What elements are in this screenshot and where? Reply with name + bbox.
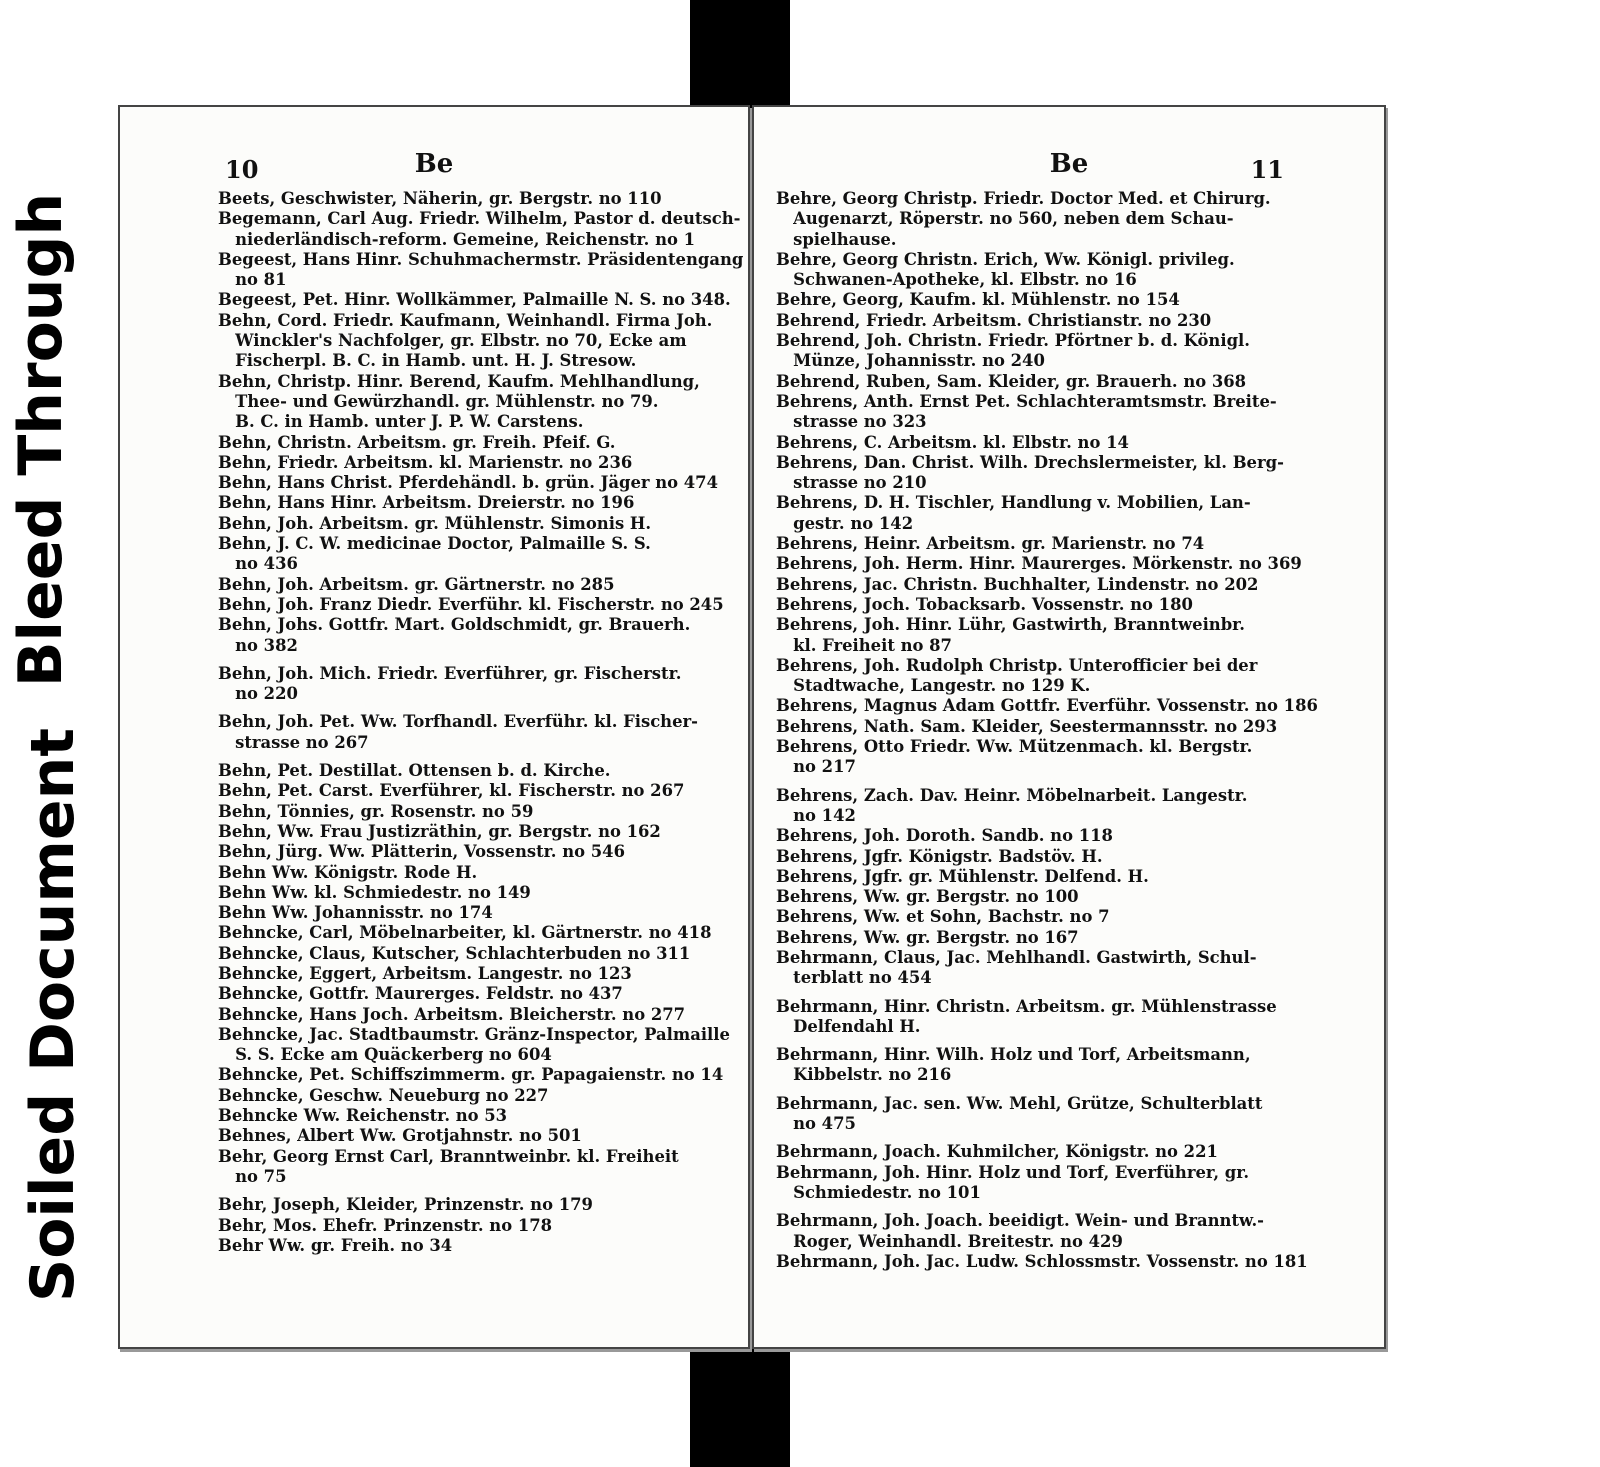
directory-entry-line: Behrens, D. H. Tischler, Handlung v. Mobilien, Lan- [776,493,1251,513]
directory-entry-line: Behrmann, Jac. sen. Ww. Mehl, Grütze, Schulterblatt [776,1093,1263,1113]
directory-entry-line: no 142 [776,805,856,825]
directory-entry-line: Behn, Pet. Destillat. Ottensen b. d. Kirche. [218,761,611,781]
directory-entry-line: Behrmann, Hinr. Wilh. Holz und Torf, Arbeitsmann, [776,1045,1251,1065]
directory-entry-line: Behrens, Nath. Sam. Kleider, Seestermannsstr. no 293 [776,716,1278,736]
directory-entry-line: Behn, Christp. Hinr. Berend, Kaufm. Mehlhandlung, [218,371,700,391]
directory-entry-line: Behrmann, Hinr. Christn. Arbeitsm. gr. Mühlenstrasse [776,996,1277,1016]
directory-entry-line: Behn, Hans Christ. Pferdehändl. b. grün. Jäger no 474 [218,473,718,493]
directory-entry-line: Fischerpl. B. C. in Hamb. unt. H. J. Stresow. [218,351,637,371]
binding-spine-bottom [690,1338,790,1467]
directory-entry-line: Behr, Georg Ernst Carl, Branntweinbr. kl. Freiheit [218,1146,679,1166]
directory-entry-line: Behr Ww. gr. Freih. no 34 [218,1235,453,1255]
directory-entry-line: Schmiedestr. no 101 [776,1182,981,1202]
directory-entry-line: no 382 [218,635,298,655]
directory-entry-line: Behrens, Magnus Adam Gottfr. Everführ. Vossenstr. no 186 [776,696,1318,716]
directory-entry-line: Behn, Joh. Arbeitsm. gr. Mühlenstr. Simonis H. [218,513,652,533]
directory-entry-line: Behrmann, Joh. Jac. Ludw. Schlossmstr. Vossenstr. no 181 [776,1251,1308,1271]
directory-entry-line: Schwanen-Apotheke, kl. Elbstr. no 16 [776,270,1137,290]
directory-entry-line: Behr, Joseph, Kleider, Prinzenstr. no 179 [218,1195,593,1215]
directory-entry-line: Behn, Pet. Carst. Everführer, kl. Fischerstr. no 267 [218,781,685,801]
directory-entry-line: Behn Ww. Johannisstr. no 174 [218,903,493,923]
directory-entry-line: Behn, Friedr. Arbeitsm. kl. Marienstr. no 236 [218,452,633,472]
directory-entry-line: Behr, Mos. Ehefr. Prinzenstr. no 178 [218,1215,553,1235]
directory-entry-line: Begemann, Carl Aug. Friedr. Wilhelm, Pastor d. deutsch- [218,209,741,229]
directory-entry-line: Behn, Jürg. Ww. Plätterin, Vossenstr. no 546 [218,842,625,862]
directory-entry-line: Behrens, Joh. Hinr. Lühr, Gastwirth, Branntweinbr. [776,615,1246,635]
directory-entry-line: Behncke, Geschw. Neueburg no 227 [218,1085,549,1105]
left-page-header [120,149,748,185]
page-number: 11 [1250,155,1284,184]
directory-entry-line: Behrend, Friedr. Arbeitsm. Christianstr. no 230 [776,310,1212,330]
directory-entry-line: Behrens, Otto Friedr. Ww. Mützenmach. kl. Bergstr. [776,737,1253,757]
directory-entry-line: Behnes, Albert Ww. Grotjahnstr. no 501 [218,1126,582,1146]
directory-entry-line: Roger, Weinhandl. Breitestr. no 429 [776,1231,1123,1251]
directory-entry-line: Behrens, Zach. Dav. Heinr. Möbelnarbeit. Langestr. [776,785,1248,805]
directory-entry-line: no 475 [776,1114,856,1134]
directory-entry-line: Behrens, Heinr. Arbeitsm. gr. Marienstr. no 74 [776,534,1205,554]
directory-entry-line: Begeest, Hans Hinr. Schuhmachermstr. Präsidentengang [218,249,744,269]
directory-entry-line: Beets, Geschwister, Näherin, gr. Bergstr. no 110 [218,189,662,208]
directory-entry-line: Behrens, Dan. Christ. Wilh. Drechslermeister, kl. Berg- [776,452,1284,472]
directory-entry-line: Behrens, C. Arbeitsm. kl. Elbstr. no 14 [776,432,1129,452]
directory-entry-line: Behn, Joh. Franz Diedr. Everführ. kl. Fischerstr. no 245 [218,594,724,614]
binding-spine-top [690,0,790,115]
directory-entry-line: B. C. in Hamb. unter J. P. W. Carstens. [218,412,584,432]
directory-entry-line: Behn, Joh. Arbeitsm. gr. Gärtnerstr. no 285 [218,574,615,594]
directory-entry-line: Behn Ww. kl. Schmiedestr. no 149 [218,882,531,902]
soiled-document-label: Soiled Document [8,750,98,1280]
directory-entry-line: Behncke, Pet. Schiffszimmerm. gr. Papagaienstr. no 14 [218,1065,724,1085]
right-page-header [754,149,1384,185]
directory-entry-line: S. S. Ecke am Quäckerberg no 604 [218,1045,552,1065]
directory-entry-line: Behn, Christn. Arbeitsm. gr. Freih. Pfeif. G. [218,432,616,452]
directory-entry-line: Behn, Cord. Friedr. Kaufmann, Weinhandl. Firma Joh. [218,310,713,330]
directory-entry-line: gestr. no 142 [776,513,914,533]
directory-entry-line: Behrmann, Joach. Kuhmilcher, Königstr. no 221 [776,1142,1218,1162]
left-page [118,105,750,1349]
directory-entry-line: Thee- und Gewürzhandl. gr. Mühlenstr. no 79. [218,391,659,411]
directory-entry-line: Behrmann, Joh. Hinr. Holz und Torf, Everführer, gr. [776,1162,1250,1182]
directory-entry-line: Behrens, Jgfr. gr. Mühlenstr. Delfend. H. [776,866,1149,886]
right-page [752,105,1386,1349]
directory-entry-line: Behrend, Ruben, Sam. Kleider, gr. Brauerh. no 368 [776,371,1247,391]
page-heading: Be [1049,149,1089,179]
directory-entry-line: no 81 [218,270,287,290]
directory-entry-line: Behrmann, Claus, Jac. Mehlhandl. Gastwirth, Schul- [776,947,1257,967]
directory-entry-line: Behre, Georg, Kaufm. kl. Mühlenstr. no 154 [776,290,1180,310]
directory-entry-line: Augenarzt, Röperstr. no 560, neben dem Schau- [776,209,1234,229]
directory-entry-line: no 217 [776,757,856,777]
directory-entry-line: Behrens, Joch. Tobacksarb. Vossenstr. no 180 [776,594,1193,614]
directory-entry-line: Behre, Georg Christn. Erich, Ww. Königl. privileg. [776,249,1235,269]
directory-entry-line: Winckler's Nachfolger, gr. Elbstr. no 70, Ecke am [218,331,687,351]
directory-entry-line: Behrens, Jgfr. Königstr. Badstöv. H. [776,846,1103,866]
directory-entry-line: Behn, Tönnies, gr. Rosenstr. no 59 [218,801,534,821]
directory-entry-line: Behrens, Ww. gr. Bergstr. no 100 [776,887,1079,907]
directory-entry-line: Behncke, Hans Joch. Arbeitsm. Bleicherstr. no 277 [218,1004,686,1024]
directory-entry-line: strasse no 210 [776,473,927,493]
directory-entry-line: Behrens, Jac. Christn. Buchhalter, Lindenstr. no 202 [776,574,1259,594]
directory-entry-line: Behn, Ww. Frau Justizräthin, gr. Bergstr. no 162 [218,821,661,841]
directory-entry-line: Behn Ww. Königstr. Rode H. [218,862,478,882]
directory-entry-line: Kibbelstr. no 216 [776,1065,952,1085]
directory-entry-line: Stadtwache, Langestr. no 129 K. [776,676,1091,696]
directory-entry-line: Behn, Joh. Mich. Friedr. Everführer, gr. Fischerstr. [218,663,682,683]
directory-entry-line: Behncke, Gottfr. Maurerges. Feldstr. no 437 [218,984,623,1004]
page-number: 10 [225,155,259,184]
directory-entry-line: Behre, Georg Christp. Friedr. Doctor Med. et Chirurg. [776,189,1271,208]
bleed-through-label: Bleed Through [6,192,77,688]
directory-entry-line: Behncke, Eggert, Arbeitsm. Langestr. no 123 [218,963,632,983]
directory-entry-line: Behncke, Claus, Kutscher, Schlachterbuden no 311 [218,943,691,963]
directory-entry-line: Behncke, Jac. Stadtbaumstr. Gränz-Inspector, Palmaille [218,1024,730,1044]
directory-entry-line: Behrens, Joh. Rudolph Christp. Unterofficier bei der [776,655,1258,675]
directory-entry-line: Behncke Ww. Reichenstr. no 53 [218,1106,508,1126]
directory-entry-line: Behrens, Joh. Doroth. Sandb. no 118 [776,826,1113,846]
directory-entry-line: Behn, Hans Hinr. Arbeitsm. Dreierstr. no 196 [218,493,635,513]
directory-entry-line: Behrend, Joh. Christn. Friedr. Pförtner b. d. Königl. [776,331,1250,351]
directory-entry-line: Behrens, Anth. Ernst Pet. Schlachteramtsmstr. Breite- [776,391,1277,411]
directory-entry-line: kl. Freiheit no 87 [776,635,952,655]
directory-entry-line: terblatt no 454 [776,968,932,988]
directory-entry-line: niederländisch-reform. Gemeine, Reichenstr. no 1 [218,229,696,249]
page-heading: Be [414,149,454,179]
directory-entry-line: strasse no 323 [776,412,927,432]
directory-entry-line: no 436 [218,554,298,574]
directory-entry-line: Behn, J. C. W. medicinae Doctor, Palmaille S. S. [218,534,651,554]
directory-entry-line: Behn, Johs. Gottfr. Mart. Goldschmidt, gr. Brauerh. [218,615,691,635]
directory-entry-line: Delfendahl H. [776,1016,921,1036]
entry-list [776,189,1318,1272]
directory-entry-line: Münze, Johannisstr. no 240 [776,351,1045,371]
directory-entry-line: Behrens, Ww. et Sohn, Bachstr. no 7 [776,907,1110,927]
directory-entry-line: Behrens, Joh. Herm. Hinr. Maurerges. Mörkenstr. no 369 [776,554,1302,574]
directory-entry-line: strasse no 267 [218,732,369,752]
directory-entry-line: Behncke, Carl, Möbelnarbeiter, kl. Gärtnerstr. no 418 [218,923,712,943]
directory-entry-line: no 220 [218,684,298,704]
directory-entry-line: Behn, Joh. Pet. Ww. Torfhandl. Everführ. kl. Fischer- [218,712,698,732]
directory-entry-line: no 75 [218,1166,287,1186]
directory-entry-line: spielhause. [776,229,897,249]
directory-entry-line: Begeest, Pet. Hinr. Wollkämmer, Palmaille N. S. no 348. [218,290,731,310]
directory-entry-line: Behrens, Ww. gr. Bergstr. no 167 [776,927,1079,947]
directory-entry-line: Behrmann, Joh. Joach. beeidigt. Wein- und Branntw.- [776,1211,1264,1231]
entry-list [218,189,744,1256]
